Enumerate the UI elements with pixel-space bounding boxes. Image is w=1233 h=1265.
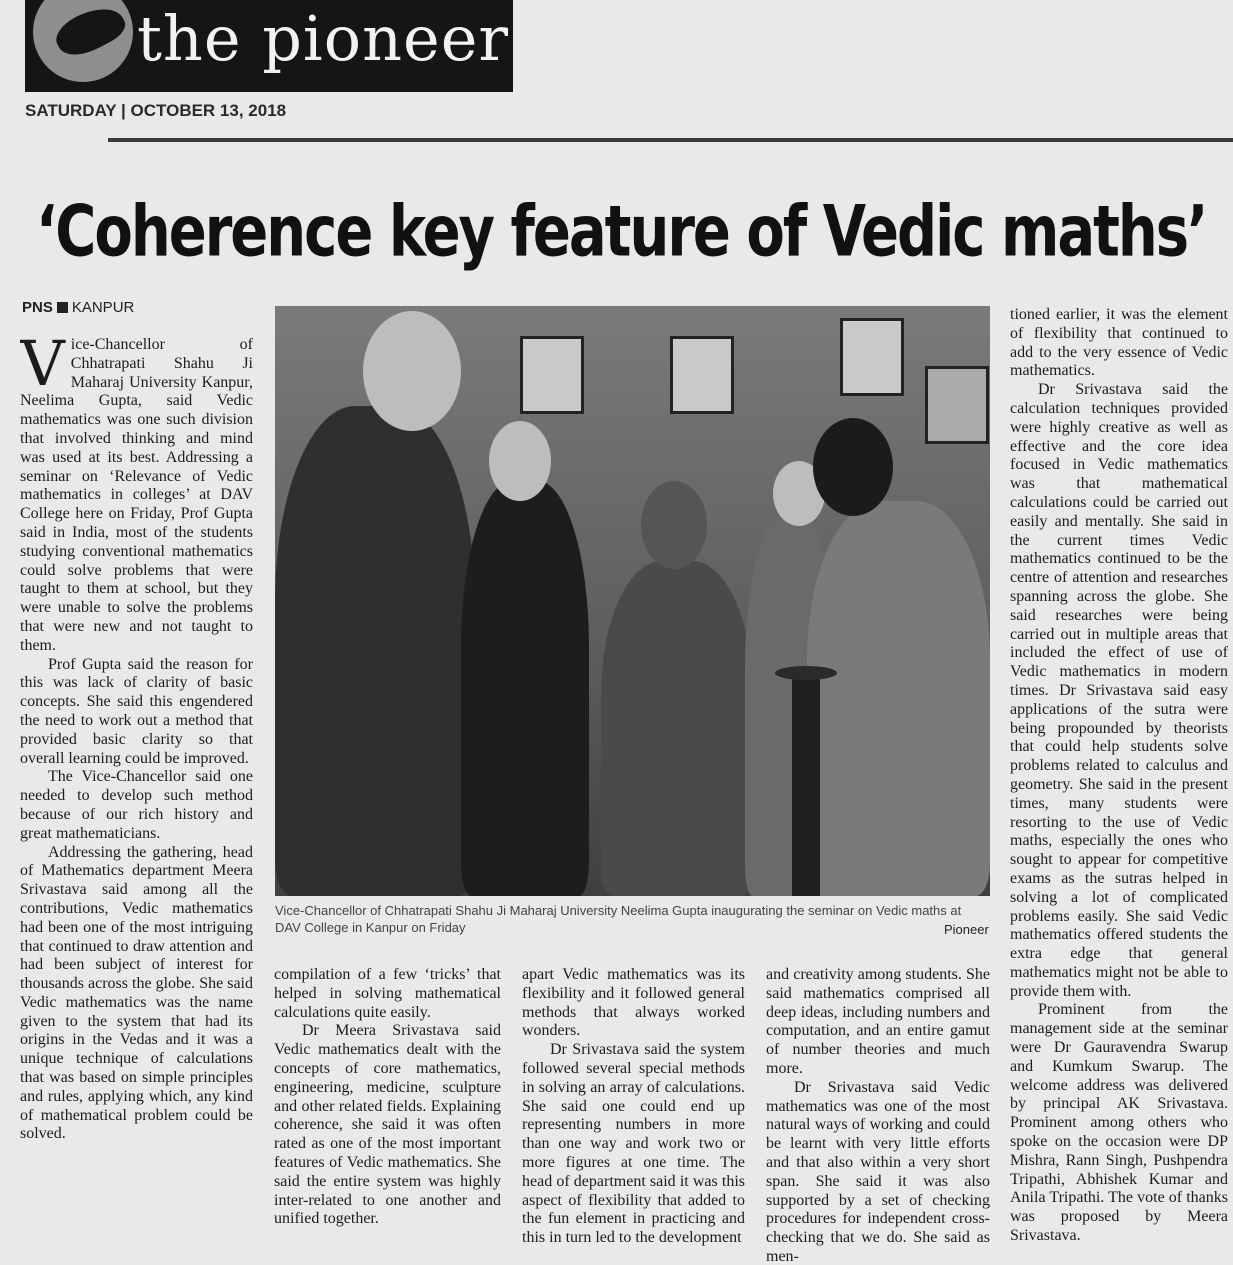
- paragraph: Prof Gupta said the reason for this was lack of clarity of basic concepts. She said this engendered the need to work out a method that provided basic clarity so that overall learning could be improved.: [20, 655, 253, 767]
- paragraph: tioned earlier, it was the element of flexibility that continued to add to the very essence of Vedic mathematics.: [1010, 306, 1228, 380]
- paragraph: Dr Meera Srivastava said Vedic mathematics dealt with the concepts of core mathematics, engineering, medicine, sculpture and other related fields. Explaining coherence, she said it was often rated as one of the most important features of Vedic mathematics. She said the entire system was highly inter-related to one another and unified together.: [274, 1022, 501, 1228]
- photo-credit: Pioneer: [944, 922, 989, 937]
- article-column-3: [522, 966, 745, 1265]
- drop-cap: V: [20, 336, 65, 400]
- paragraph: apart Vedic mathematics was its flexibility and it followed general methods that always worked wonders.: [522, 966, 745, 1040]
- headline: ‘Coherence key feature of Vedic maths’: [36, 191, 1207, 273]
- divider-rule: [108, 138, 1233, 142]
- byline: [22, 299, 134, 316]
- paragraph: The Vice-Chancellor said one needed to develop such method because of our rich history and great mathematicians.: [20, 768, 253, 842]
- paragraph: Prominent from the management side at the seminar were Dr Gauravendra Swarup and Kumkum Swarup. The welcome address was delivered by principal AK Srivastava. Prominent among others who spoke on the occasion were DP Mishra, Rann Singh, Pushpendra Tripathi, Abhishek Kumar and Anila Tripathi. The vote of thanks was proposed by Meera Srivastava.: [1010, 1001, 1228, 1245]
- byline-agency: PNS: [22, 299, 53, 316]
- article-column-5: [1010, 306, 1228, 1265]
- newspaper-title: the pioneer: [137, 2, 510, 75]
- dateline: SATURDAY | OCTOBER 13, 2018: [25, 101, 287, 120]
- photo-caption: Vice-Chancellor of Chhatrapati Shahu Ji Maharaj University Neelima Gupta inaugurating the seminar on Vedic maths at DAV College in Kanpur on Friday: [275, 903, 962, 935]
- paragraph: compilation of a few ‘tricks’ that helped in solving mathematical calculations quite easily.: [274, 966, 501, 1021]
- paragraph: Dr Srivastava said the system followed several special methods in solving an array of calculations. She said one could end up representing numbers in more than one way and work two or more figures at one time. The head of department said it was this aspect of flexibility that added to the fun element in practicing and this in turn led to the development: [522, 1041, 745, 1247]
- paragraph: Dr Srivastava said the calculation techniques provided were highly creative as well as effective and the core idea focused in Vedic mathematics was that mathematical calculations could be carried out easily and mentally. She said in the current times Vedic mathematics continued to be the centre of attention and researches spanning across the globe. She said researches were being carried out in multiple areas that included the effect of use of Vedic mathematics in modern times. Dr Srivastava said easy applications of the sutra were being propounded by theorists that could help students solve problems related to calculus and geometry. She said in the present times, many students were resorting to the use of Vedic maths, especially the ones who sought to appear for competitive exams as the sutras helped in solving a lot of complicated problems easily. She said Vedic mathematics offered students the extra edge that general mathematics might not be able to provide them with.: [1010, 381, 1228, 1000]
- article-column-2: [274, 966, 501, 1265]
- article-column-4: [766, 966, 990, 1265]
- paragraph: Dr Srivastava said Vedic mathematics was one of the most natural ways of working and could be learnt with very little efforts and that also within a very short span. She said it was also supported by a set of checking procedures for independent cross-checking that we do. She said as men-: [766, 1078, 990, 1265]
- paragraph: and creativity among students. She said mathematics comprised all deep ideas, including numbers and computation, and an entire gamut of number theories and much more.: [766, 966, 990, 1077]
- paragraph-text: ice-Chancellor of Chhatrapati Shahu Ji Maharaj University Kanpur, Neelima Gupta, said Vedic mathematics was one such division that involved thinking and mind was used at its best. Addressing a seminar on ‘Relevance of Vedic mathematics in colleges’ at DAV College here on Friday, Prof Gupta said in India, most of the students studying conventional mathematics could solve problems that were taught to them at school, but they were unable to solve the problems that were new and not taught to them.: [20, 336, 253, 654]
- deer-logo-icon: [33, 0, 133, 82]
- byline-place: KANPUR: [71, 299, 135, 316]
- square-bullet-icon: [57, 302, 68, 313]
- article-column-1: [20, 336, 253, 1265]
- masthead: [25, 0, 513, 92]
- paragraph: [20, 336, 253, 656]
- paragraph: Addressing the gathering, head of Mathematics department Meera Srivastava said among all the contributions, Vedic mathematics had been one of the most intriguing that continued to draw attention and had been subject of interest for thousands across the globe. She said Vedic mathematics was the name given to the system that had its origins in the Vedas and it was a unique technique of calculations that was based on simple principles and rules, applying which, any kind of mathematical problem could be solved.: [20, 843, 253, 1143]
- article-photo: [275, 306, 990, 896]
